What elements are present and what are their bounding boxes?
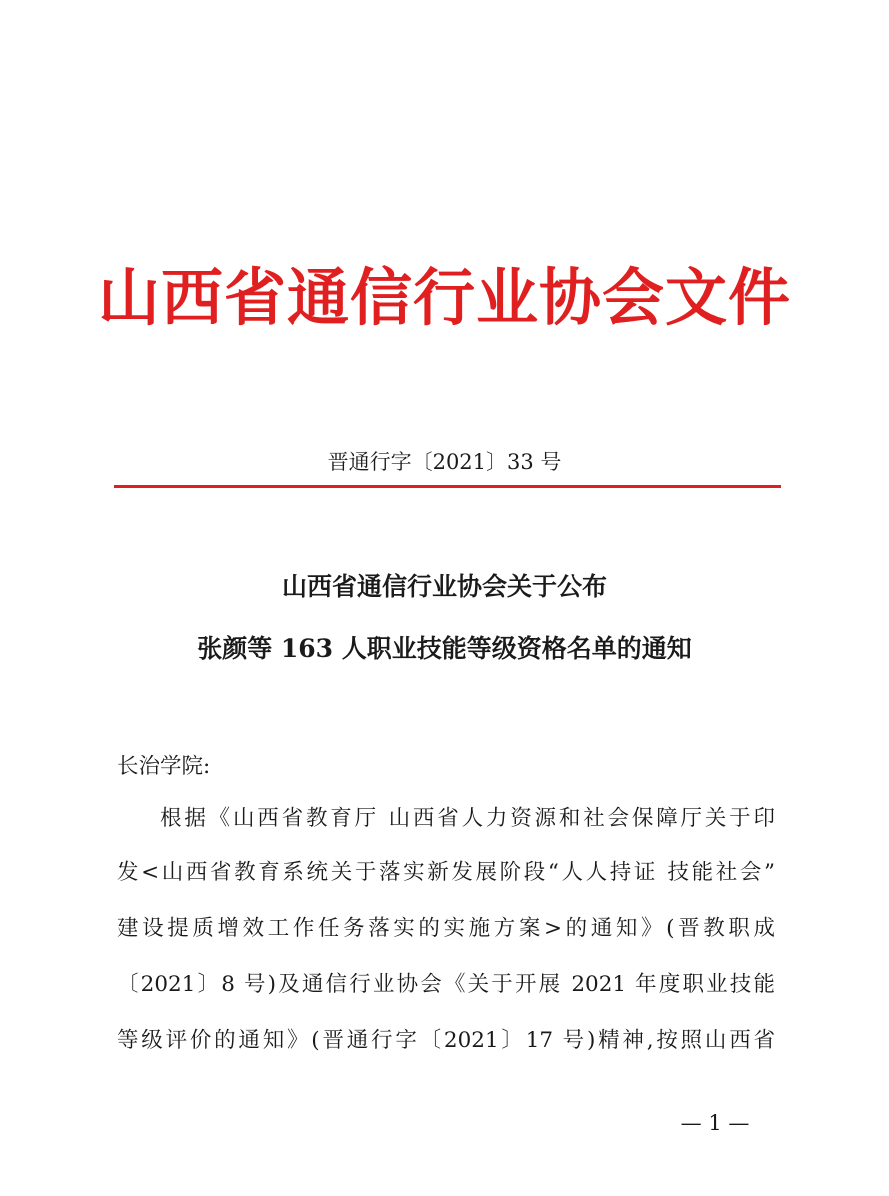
body-line-2: 发<山西省教育系统关于落实新发展阶段“人人持证 技能社会”	[117, 860, 775, 885]
body-line-5: 等级评价的通知》(晋通行字〔2021〕17 号)精神,按照山西省	[117, 1028, 775, 1053]
body-line-1: 根据《山西省教育厅 山西省人力资源和社会保障厅关于印	[160, 806, 775, 831]
notice-title-line-1: 山西省通信行业协会关于公布	[281, 572, 607, 601]
body-line-3: 建设提质增效工作任务落实的实施方案>的通知》(晋教职成	[117, 916, 775, 941]
notice-title-line-2: 张颜等 163 人职业技能等级资格名单的通知	[197, 634, 692, 663]
document-number: 晋通行字〔2021〕33 号	[327, 450, 562, 474]
page-number: — 1 —	[680, 1111, 750, 1135]
salutation: 长治学院:	[117, 754, 211, 779]
document-header: 山西省通信行业协会文件	[97, 261, 791, 334]
body-line-4: 〔2021〕8 号)及通信行业协会《关于开展 2021 年度职业技能	[117, 972, 775, 997]
red-divider-line	[114, 485, 781, 488]
